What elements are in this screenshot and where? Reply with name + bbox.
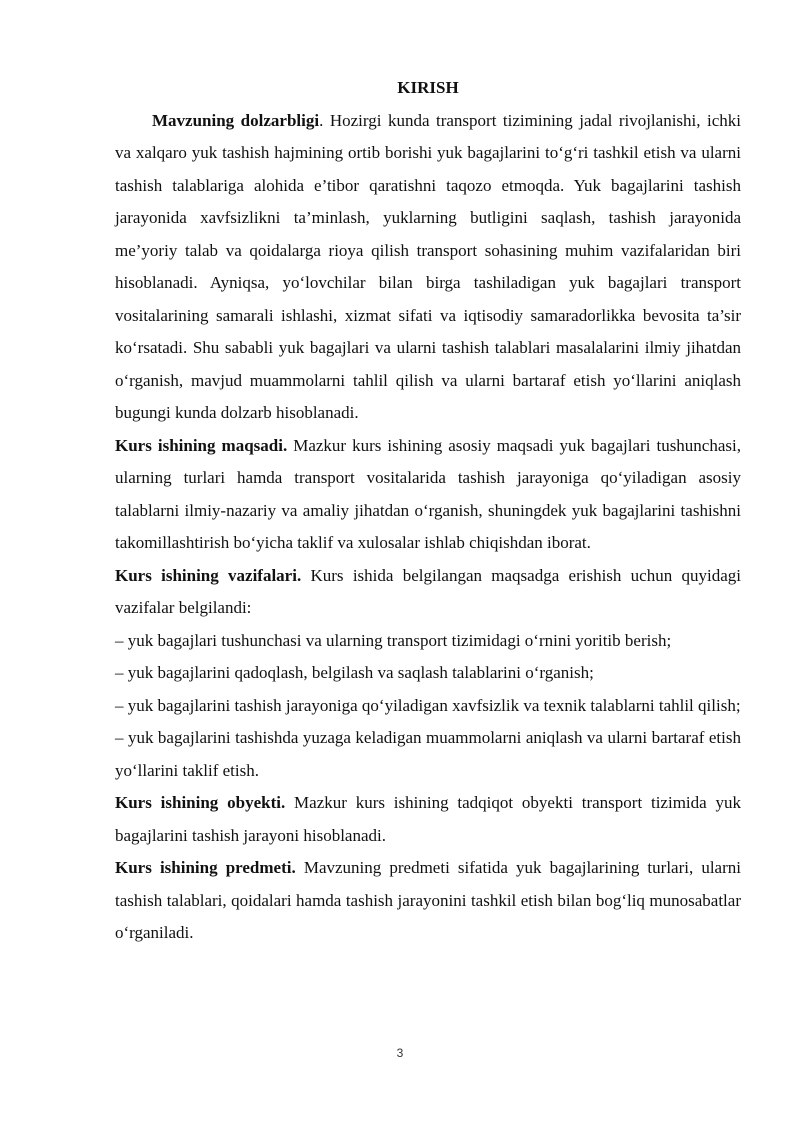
goal-paragraph bbox=[115, 430, 741, 560]
tasks-text: Kurs ishida belgilangan maqsadga erishish uchun quyidagi vazifalar belgilandi: bbox=[115, 565, 741, 617]
subject-text: Mavzuning predmeti sifatida yuk bagajlarining turlari, ularni tashish talablari, qoidalari hamda tashish jarayonini tashkil etish bilan bog‘liq munosabatlar o‘rganiladi. bbox=[115, 858, 741, 942]
page-title: KIRISH bbox=[397, 78, 459, 97]
page-number: 3 bbox=[396, 1046, 404, 1060]
page-body bbox=[115, 72, 741, 950]
relevance-heading: Mavzuning dolzarbligi bbox=[152, 110, 320, 130]
task-item: – yuk bagajlari tushunchasi va ularning transport tizimidagi o‘rnini yoritib berish; bbox=[115, 630, 672, 650]
relevance-text: . Hozirgi kunda transport tizimining jadal rivojlanishi, ichki va xalqaro yuk tashish hajmining ortib borishi yuk bagajlarini to‘g‘ri tashkil etish va ularni tashish talablariga alohida e’tibor qaratishni taqozo etmoqda. Yuk bagajlarini tashish jarayonida xavfsizlikni ta’minlash, yuklarning butligini saqlash, tashish jarayonida me’yoriy talab va qoidalarga rioya qilish transport sohasining muhim vazifalaridan biri hisoblanadi. Ayniqsa, yo‘lovchilar bilan birga tashiladigan yuk bagajlari transport vositalarining samarali ishlashi, xizmat sifati va iqtisodiy samaradorlikka bevosita ta’sir ko‘rsatadi. Shu sababli yuk bagajlari va ularni tashish talablari masalalarini ilmiy jihatdan o‘rganish, mavjud muammolarni tahlil qilish va ularni bartaraf etish yo‘llarini aniqlash bugungi kunda dolzarb hisoblanadi. bbox=[115, 110, 741, 422]
task-item: – yuk bagajlarini tashish jarayoniga qo‘yiladigan xavfsizlik va texnik talablarni tahlil qilish; bbox=[115, 695, 741, 715]
goal-text: Mazkur kurs ishining asosiy maqsadi yuk bagajlari tushunchasi, ularning turlari hamda transport vositalarida tashish jarayoniga qo‘yiladigan asosiy talablarni ilmiy-nazariy va amaliy jihatdan o‘rganish, shuningdek yuk bagajlarini tashishni takomillashtirish bo‘yicha taklif va xulosalar ishlab chiqishdan iborat. bbox=[115, 435, 741, 552]
goal-heading: Kurs ishining maqsadi. bbox=[115, 435, 288, 455]
relevance-paragraph bbox=[115, 105, 741, 430]
tasks-heading: Kurs ishining vazifalari. bbox=[115, 565, 302, 585]
tasks-paragraph bbox=[115, 560, 741, 625]
object-heading: Kurs ishining obyekti. bbox=[115, 793, 286, 812]
object-paragraph bbox=[115, 787, 741, 852]
subject-paragraph bbox=[115, 852, 741, 950]
subject-heading: Kurs ishining predmeti. bbox=[115, 858, 296, 877]
object-text: Mazkur kurs ishining tadqiqot obyekti transport tizimida yuk bagajlarini tashish jarayoni hisoblanadi. bbox=[115, 793, 742, 845]
task-item: – yuk bagajlarini tashishda yuzaga keladigan muammolarni aniqlash va ularni bartaraf etish yo‘llarini taklif etish. bbox=[115, 728, 741, 780]
task-item: – yuk bagajlarini qadoqlash, belgilash va saqlash talablarini o‘rganish; bbox=[115, 663, 594, 682]
